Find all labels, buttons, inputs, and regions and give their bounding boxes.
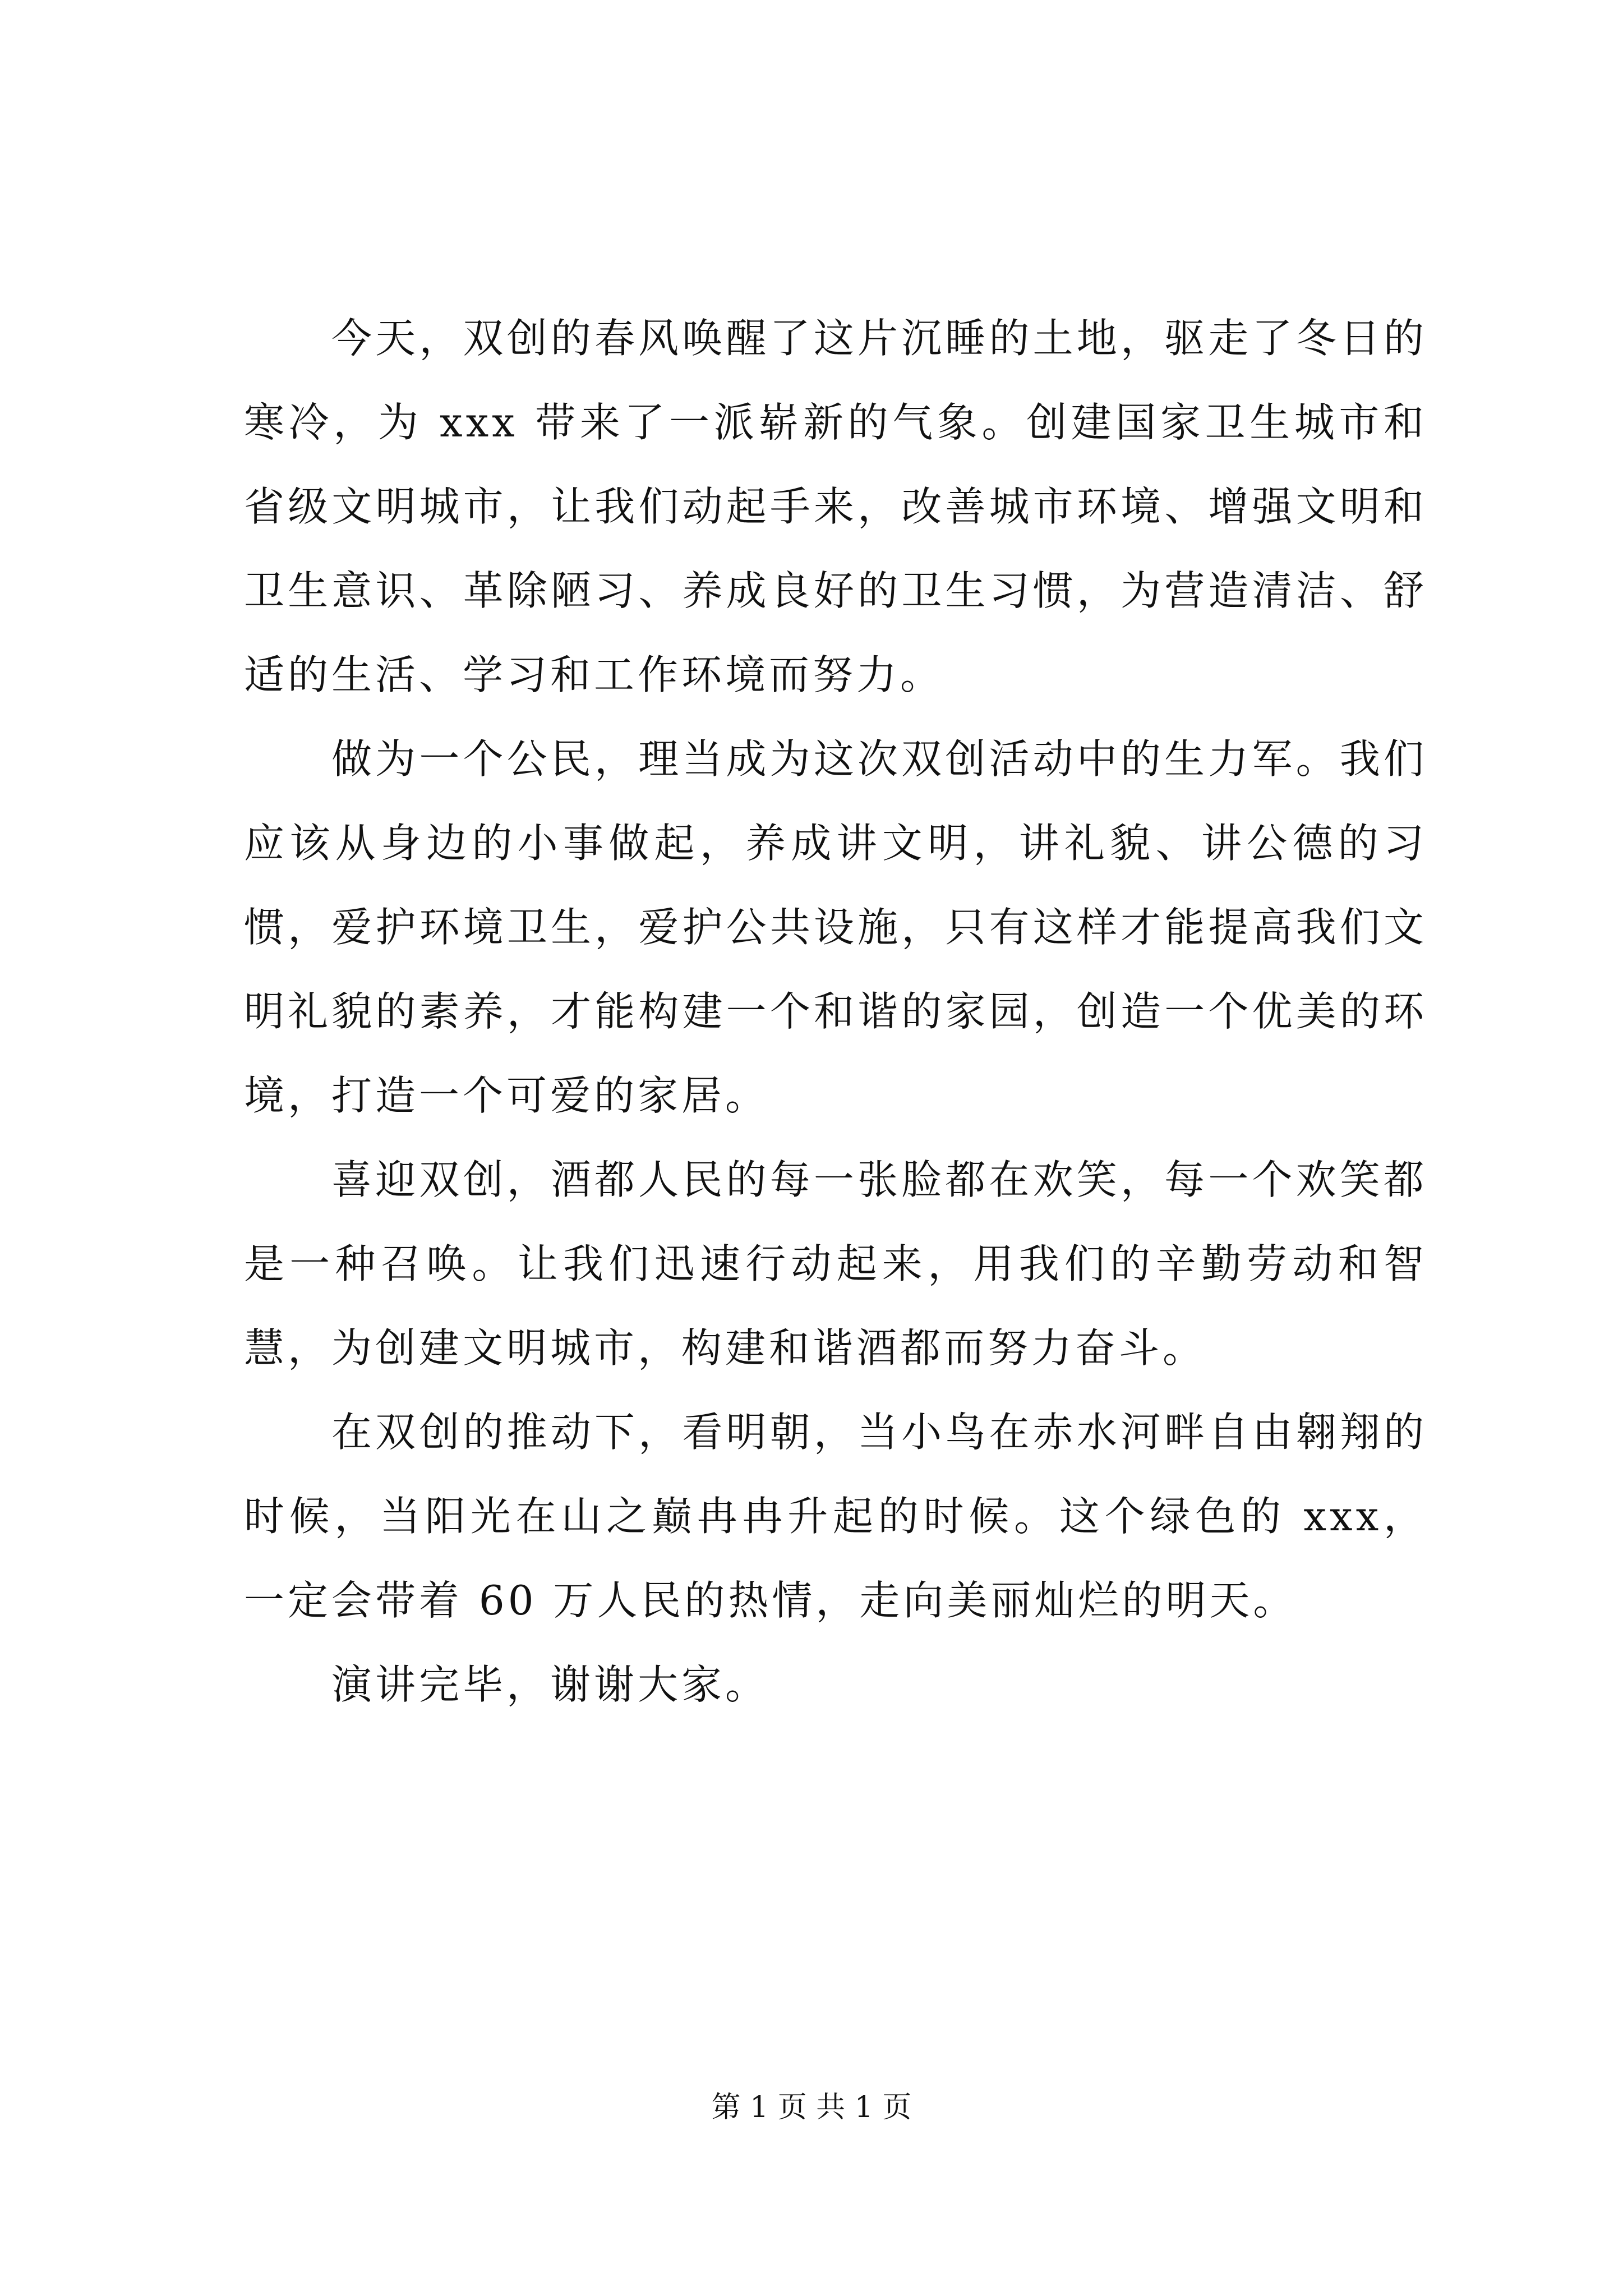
paragraph-3: 喜迎双创，酒都人民的每一张脸都在欢笑，每一个欢笑都是一种召唤。让我们迅速行动起来，用我们的辛勤劳动和智慧，为创建文明城市，构建和谐酒都而努力奋斗。 (244, 1156, 1427, 1372)
document-body (244, 296, 1427, 1727)
page-footer: 第 1 页 共 1 页 (711, 2091, 912, 2124)
paragraph-4: 在双创的推动下，看明朝，当小鸟在赤水河畔自由翱翔的时候，当阳光在山之巅冉冉升起的时候。这个绿色的 xxx，一定会带着 60 万人民的热情，走向美丽灿烂的明天。 (244, 1409, 1427, 1624)
paragraph-2: 做为一个公民，理当成为这次双创活动中的生力军。我们应该从身边的小事做起，养成讲文明，讲礼貌、讲公德的习惯，爱护环境卫生，爱护公共设施，只有这样才能提高我们文明礼貌的素养，才能构建一个和谐的家园，创造一个优美的环境，打造一个可爱的家居。 (244, 735, 1427, 1119)
paragraph-1: 今天，双创的春风唤醒了这片沉睡的土地，驱走了冬日的寒冷，为 xxx 带来了一派崭新的气象。创建国家卫生城市和省级文明城市，让我们动起手来，改善城市环境、增强文明和卫生意识、革除陋习、养成良好的卫生习惯，为营造清洁、舒适的生活、学习和工作环境而努力。 (244, 315, 1427, 698)
paragraph-5: 演讲完毕，谢谢大家。 (331, 1661, 769, 1708)
